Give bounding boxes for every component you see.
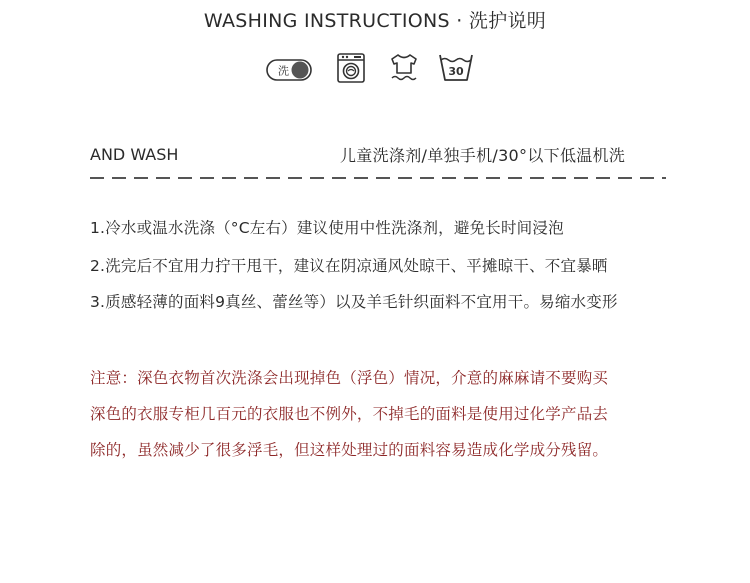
instruction-line-3: 3.质感轻薄的面料9真丝、蕾丝等）以及羊毛针织面料不宜用干。易缩水变形 [90, 293, 618, 311]
notice-line-3: 除的，虽然减少了很多浮毛，但这样处理过的面料容易造成化学成分残留。 [90, 441, 609, 459]
subheader-left: AND WASH [90, 145, 179, 164]
hand-wash-label: 洗 [278, 64, 289, 78]
notice-line-1: 注意：深色衣物首次洗涤会出现掉色（浮色）情况，介意的麻麻请不要购买 [90, 369, 609, 387]
shirt-iron-icon [389, 52, 419, 84]
instruction-line-2: 2.洗完后不宜用力拧干甩干，建议在阴凉通风处晾干、平摊晾干、不宜暴晒 [90, 257, 608, 275]
care-icons-row [0, 52, 750, 92]
notice-line-2: 深色的衣服专柜几百元的衣服也不例外，不掉毛的面料是使用过化学产品去 [90, 405, 609, 423]
subheader-right: 儿童洗涤剂/单独手机/30°以下低温机洗 [340, 146, 626, 165]
hand-wash-toggle-icon [266, 58, 314, 82]
page-title: WASHING INSTRUCTIONS · 洗护说明 [203, 10, 547, 32]
wash-30-icon [438, 52, 474, 84]
instruction-line-1: 1.冷水或温水洗涤（°C左右）建议使用中性洗涤剂，避免长时间浸泡 [90, 219, 564, 237]
wash-temperature-label: 30 [448, 65, 464, 78]
washing-machine-icon [336, 52, 366, 84]
dashed-divider [90, 177, 666, 179]
